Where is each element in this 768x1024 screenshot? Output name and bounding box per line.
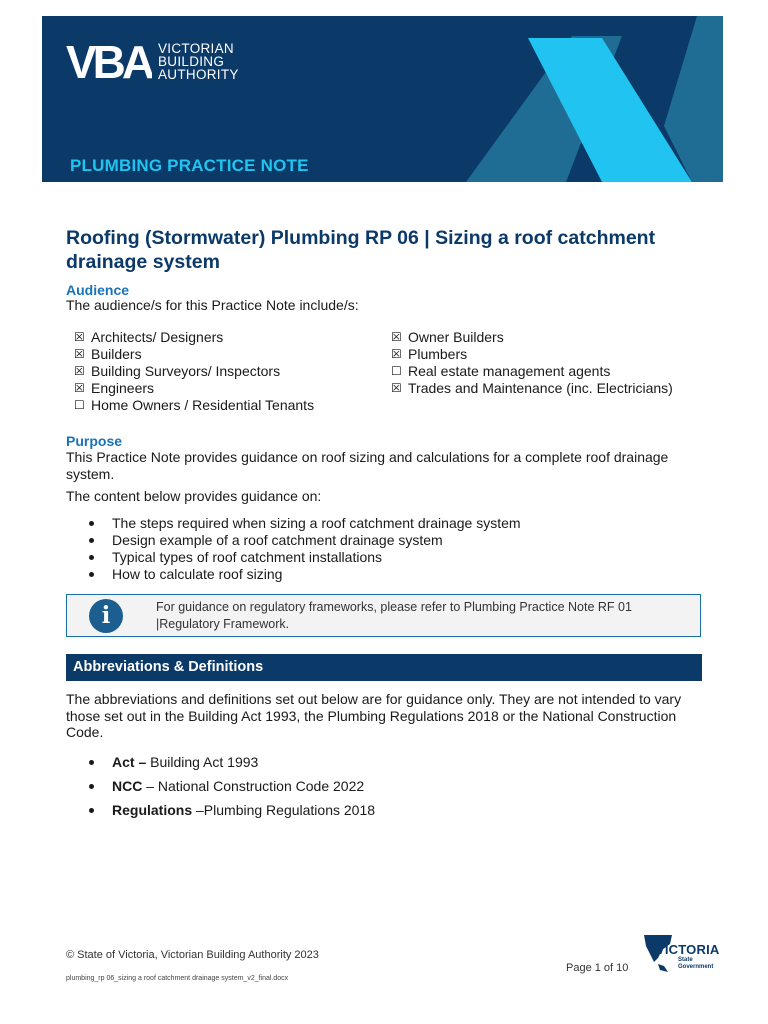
checkbox[interactable]: ☒	[74, 330, 85, 344]
checkbox[interactable]: ☒	[391, 381, 402, 395]
banner-title: PLUMBING PRACTICE NOTE	[70, 156, 309, 175]
victoria-wordmark: VICTORIA	[656, 942, 720, 957]
list-item-text: The steps required when sizing a roof catchment drainage system	[112, 515, 521, 531]
audience-item-label: Architects/ Designers	[91, 329, 224, 345]
vba-logo-mark	[66, 38, 152, 84]
abbreviations-heading: Abbreviations & Definitions	[66, 654, 702, 681]
audience-item	[391, 380, 673, 397]
bullet-icon	[89, 808, 94, 813]
logo-line-3: AUTHORITY	[158, 66, 239, 82]
page-number: Page 1 of 10	[566, 962, 629, 974]
audience-item	[74, 380, 314, 397]
footer-copyright: © State of Victoria, Victorian Building Authority 2023	[66, 949, 319, 961]
list-item-text: Design example of a roof catchment drainage system	[112, 532, 443, 548]
list-item	[66, 515, 521, 532]
list-item	[66, 750, 375, 774]
checkbox[interactable]: ☐	[74, 398, 85, 412]
victoria-government-logo	[642, 932, 724, 976]
purpose-bullet-list	[66, 515, 521, 583]
audience-item-label: Home Owners / Residential Tenants	[91, 397, 315, 413]
list-item-text: Typical types of roof catchment installations	[112, 549, 383, 565]
audience-item	[74, 397, 314, 414]
government-line: Government	[678, 963, 714, 970]
vba-logo	[66, 38, 239, 84]
state-government-text	[678, 957, 713, 970]
bullet-icon	[89, 521, 94, 526]
list-item-text: How to calculate roof sizing	[112, 566, 283, 582]
audience-heading: Audience	[66, 282, 130, 298]
abbreviation-definition: – National Construction Code 2022	[142, 778, 365, 794]
audience-list-left	[74, 329, 314, 414]
bullet-icon	[89, 784, 94, 789]
audience-item	[391, 329, 673, 346]
abbreviation-term: Regulations	[112, 802, 193, 818]
logo-line-2: BUILDING	[158, 53, 225, 69]
list-item	[66, 798, 375, 822]
bullet-icon	[89, 760, 94, 765]
vba-logo-wordmark	[158, 42, 239, 81]
purpose-paragraph: This Practice Note provides guidance on roof sizing and calculations for a complete roof drainage system.	[66, 449, 669, 482]
checkbox[interactable]: ☒	[74, 381, 85, 395]
list-item	[66, 566, 521, 583]
audience-item	[74, 329, 314, 346]
audience-item	[74, 346, 314, 363]
audience-list-right	[391, 329, 673, 397]
checkbox[interactable]: ☒	[391, 330, 402, 344]
audience-item-label: Engineers	[91, 380, 155, 396]
list-item	[66, 532, 521, 549]
abbreviation-definition: Building Act 1993	[146, 754, 259, 770]
abbreviation-definition: –Plumbing Regulations 2018	[192, 802, 376, 818]
bullet-icon	[89, 572, 94, 577]
audience-item	[391, 346, 673, 363]
checkbox[interactable]: ☒	[74, 364, 85, 378]
header-banner	[42, 16, 723, 182]
list-item	[66, 774, 375, 798]
list-item	[66, 549, 521, 566]
checkbox[interactable]: ☒	[74, 347, 85, 361]
audience-intro: The audience/s for this Practice Note include/s:	[66, 297, 359, 313]
abbreviation-term: NCC	[112, 778, 143, 794]
checkbox[interactable]: ☒	[391, 347, 402, 361]
info-callout	[66, 594, 701, 637]
info-icon: i	[89, 599, 123, 633]
audience-item	[74, 363, 314, 380]
document-title: Roofing (Stormwater) Plumbing RP 06 | Sizing a roof catchment drainage system	[66, 227, 656, 273]
vba-logo-letters: VBA	[66, 38, 152, 84]
audience-item-label: Builders	[91, 346, 142, 362]
logo-line-1: VICTORIAN	[158, 40, 234, 56]
abbreviations-intro: The abbreviations and definitions set out below are for guidance only. They are not intended to vary those set out in the Building Act 1993, the Plumbing Regulations 2018 or the National Construction Code.	[66, 691, 682, 740]
state-line: State	[678, 957, 693, 963]
footer-filename: plumbing_rp 06_sizing a roof catchment drainage system_v2_final.docx	[66, 975, 289, 982]
bullet-icon	[89, 538, 94, 543]
info-callout-text: For guidance on regulatory frameworks, please refer to Plumbing Practice Note RF 01 |Regulatory Framework.	[156, 600, 632, 631]
audience-item-label: Real estate management agents	[408, 363, 611, 379]
checkbox[interactable]: ☐	[391, 364, 402, 378]
abbreviations-list	[66, 750, 375, 822]
abbreviation-term: Act –	[112, 754, 147, 770]
audience-item-label: Building Surveyors/ Inspectors	[91, 363, 281, 379]
audience-item-label: Trades and Maintenance (inc. Electricians)	[408, 380, 673, 396]
purpose-lead: The content below provides guidance on:	[66, 488, 322, 504]
audience-item-label: Owner Builders	[408, 329, 504, 345]
audience-item-label: Plumbers	[408, 346, 468, 362]
bullet-icon	[89, 555, 94, 560]
purpose-heading: Purpose	[66, 433, 123, 449]
audience-item	[391, 363, 673, 380]
